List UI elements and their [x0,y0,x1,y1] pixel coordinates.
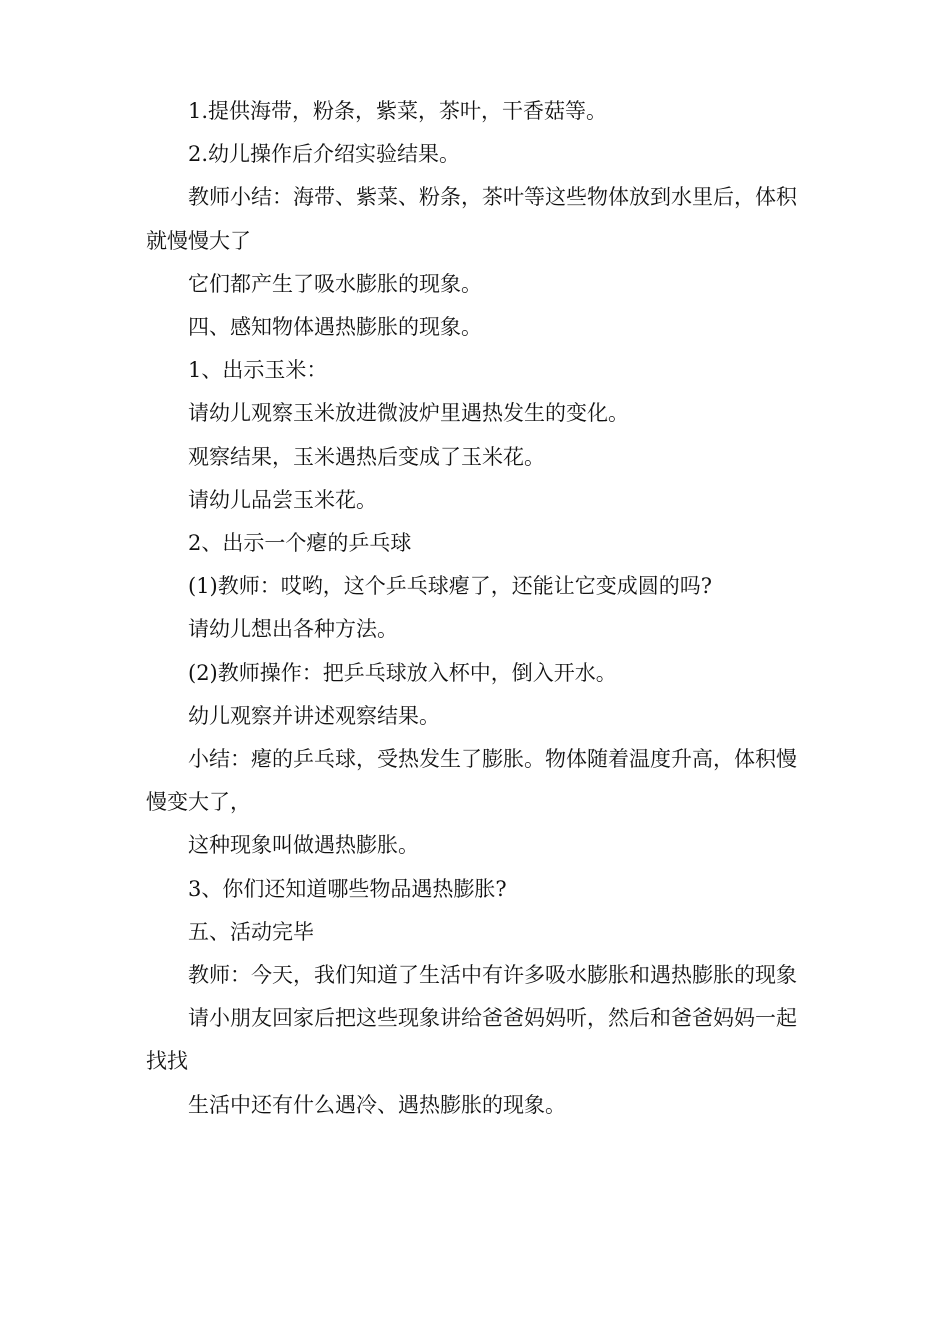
paragraph-teacher-question: (1)教师：哎哟，这个乒乓球瘪了，还能让它变成圆的吗? [188,574,713,599]
paragraph-teacher-operation: (2)教师操作：把乒乓球放入杯中，倒入开水。 [188,660,617,685]
paragraph-other-items: 3、你们还知道哪些物品遇热膨胀? [188,876,507,901]
paragraph-absorb-expansion: 它们都产生了吸水膨胀的现象。 [188,271,482,296]
section-heading-four: 四、感知物体遇热膨胀的现象。 [188,315,482,340]
paragraph-show-corn: 1、出示玉米： [188,358,328,383]
paragraph-materials: 1.提供海带，粉条，紫菜，茶叶，干香菇等。 [188,99,608,123]
paragraph-observe-corn: 请幼儿观察玉米放进微波炉里遇热发生的变化。 [188,401,629,426]
paragraph-show-pingpong: 2、出示一个瘪的乒乓球 [188,531,412,556]
paragraph-teacher-summary-1: 教师小结：海带、紫菜、粉条，茶叶等这些物体放到水里后，体积就慢慢大了 [146,185,797,253]
paragraph-think-methods: 请幼儿想出各种方法。 [188,617,398,642]
paragraph-summary-heat: 小结：瘪的乒乓球，受热发生了膨胀。物体随着温度升高，体积慢慢变大了， [146,747,797,815]
paragraph-heat-expansion: 这种现象叫做遇热膨胀。 [188,833,419,858]
paragraph-children-observe: 幼儿观察并讲述观察结果。 [188,703,440,728]
paragraph-go-home: 请小朋友回家后把这些现象讲给爸爸妈妈听，然后和爸爸妈妈一起找找 [146,1006,797,1074]
paragraph-teacher-today: 教师：今天，我们知道了生活中有许多吸水膨胀和遇热膨胀的现象 [188,963,797,988]
paragraph-taste-popcorn: 请幼儿品尝玉米花。 [188,487,377,512]
paragraph-find-phenomena: 生活中还有什么遇冷、遇热膨胀的现象。 [188,1092,566,1117]
section-heading-five: 五、活动完毕 [188,919,314,944]
document-body [146,90,806,1127]
paragraph-corn-result: 观察结果，玉米遇热后变成了玉米花。 [188,444,545,469]
paragraph-operation: 2.幼儿操作后介绍实验结果。 [188,142,461,167]
